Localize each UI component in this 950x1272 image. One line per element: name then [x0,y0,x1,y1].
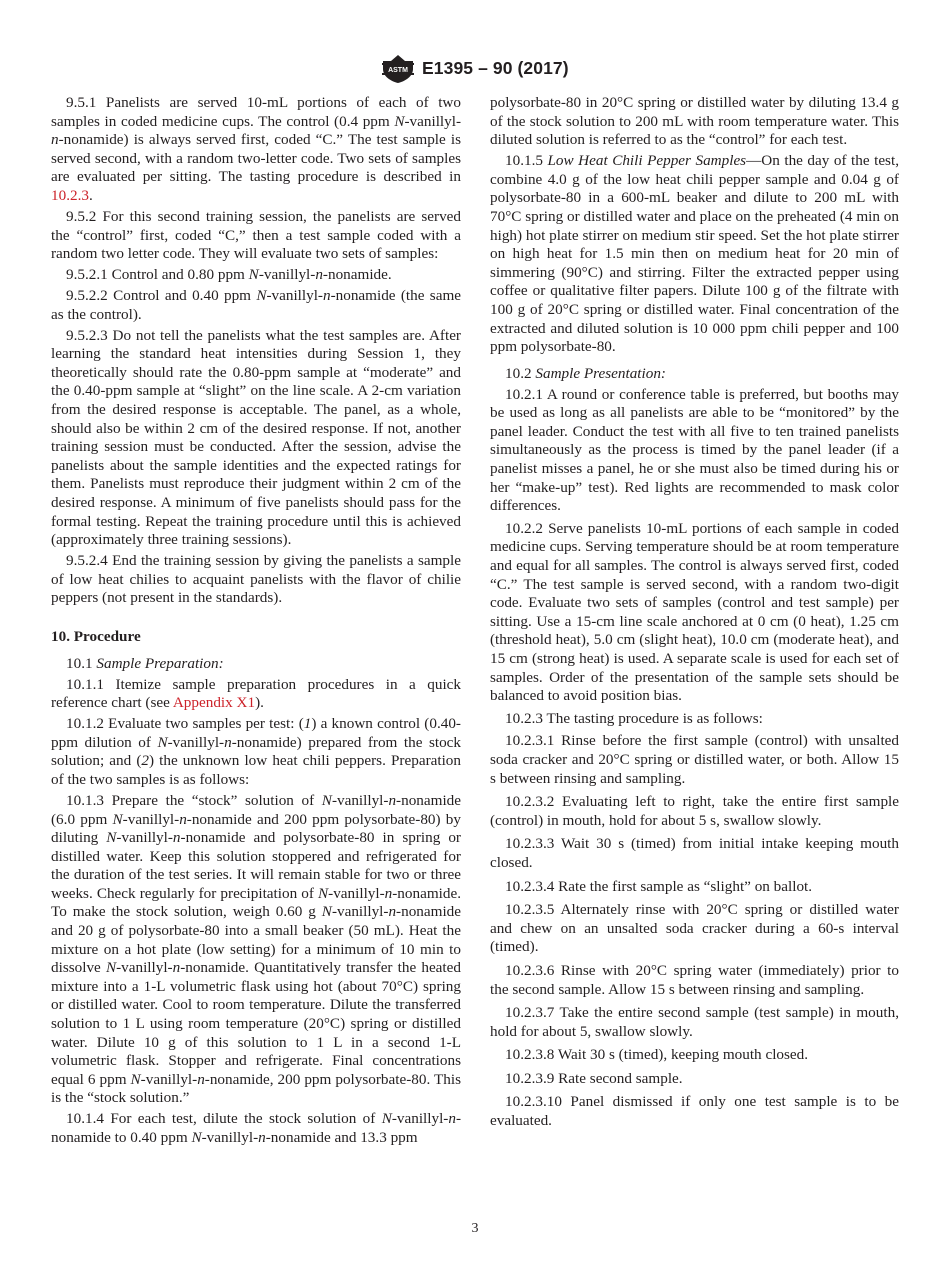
link-appendix-x1[interactable]: Appendix X1 [172,694,256,712]
para-10-2-3-3: 10.2.3.3 Wait 30 s (timed) from initial intake keeping mouth closed. [490,835,899,871]
para-10-2-3-8: 10.2.3.8 Wait 30 s (timed), keeping mouth closed. [505,1046,809,1064]
para-10-1-3: 10.1.3 Prepare the “stock” solution of N-vanillyl-n-nonamide (6.0 ppm N-vanillyl-n-nonamide and 200 ppm polysorbate-80) by diluting N-vanillyl-n-nonamide and polysorbate-80 in spring or distilled water. Keep this solution stoppered and refrigerated for the duration of the test series. It will remain stable for two or three weeks. Check regularly for precipitation of N-vanillyl-n-nonamide. To make the stock solution, weigh 0.60 g N-vanillyl-n-nonamide and 20 g of polysorbate-80 into a small beaker (50 mL). Heat the mixture on a hot plate (low setting) for a minimum of 10 min to dissolve N-vanillyl-n-nonamide. Quantitatively transfer the heated mixture into a 1-L volumetric flask using hot (about 70°C) spring or distilled water. Cool to room temperature. Dilute the transferred solution to 1 L using room temperature (20°C) spring or distilled water. Dilute 10 g of this solution to 1 L in a second 1-L volumetric flask. Stopper and refrigerate. Final concentrations equal 6 ppm N-vanillyl-n-nonamide, 200 ppm polysorbate-80. This is the “stock solution.” [51,791,461,1107]
para-10-2-3-5: 10.2.3.5 Alternately rinse with 20°C spring or distilled water and chew on an unsalted soda cracker during a 60-s interval (timed). [490,901,899,956]
para-10-1-4: 10.1.4 For each test, dilute the stock solution of N-vanillyl-n-nonamide to 0.40 ppm N-vanillyl-n-nonamide and 13.3 ppm [51,1110,461,1146]
para-10-2-3-6: 10.2.3.6 Rinse with 20°C spring water (immediately) prior to the second sample. Allow 15 s between rinsing and sampling. [490,961,899,998]
para-10-2-3: 10.2.3 The tasting procedure is as follows: [505,709,763,727]
para-10-1-5: 10.1.5 Low Heat Chili Pepper Samples—On the day of the test, combine 4.0 g of the low heat chili pepper sample and 0.04 g of polysorbate-80 in a 600-mL beaker and dilute to 200 mL with 70°C spring or distilled water and place on the preheated (4 min on high) hot plate stirrer on medium stir speed. Set the hot plate stirrer on high heat for 1.5 min then on medium heat for 20 min of simmering (90°C) and stirring. Filter the extracted pepper using coffee or qualitative filter papers. Dilute 100 g of the filtrate with 100 g of 20°C spring or distilled water. Final concentration of the extracted and diluted solution is 10 000 ppm chili pepper and 100 ppm polysorbate-80. [490,152,899,356]
para-10-2-3-7: 10.2.3.7 Take the entire second sample (test sample) in mouth, hold for about 5, swallow slowly. [490,1004,899,1040]
para-9-5-2: 9.5.2 For this second training session, the panelists are served the “control” first, coded “C,” then a test sample coded with a random two letter code. They will evaluate two sets of samples: [51,207,461,263]
para-10-2-1: 10.2.1 A round or conference table is preferred, but booths may be used as long as all panelists are able to be “monitored” by the panel leader. Conduct the test with all five to ten trained panelists simultaneously as the process is timed by the panel leader (if a panelist misses a panel, he or she must also be timed during his or her “make-up” test). Red lights are recommended to mask color differences. [490,385,899,515]
right-column [490,94,899,1136]
section-heading-procedure: 10. Procedure [51,627,141,645]
para-10-1-1: 10.1.1 Itemize sample preparation procedures in a quick reference chart (see Appendix X1). [51,675,461,712]
para-9-5-2-1: 9.5.2.1 Control and 0.80 ppm N-vanillyl-n-nonamide. [66,266,392,284]
para-10-2-3-2: 10.2.3.2 Evaluating left to right, take the entire first sample (control) in mouth, hold for about 5 s, swallow slowly. [490,793,899,829]
para-9-5-1: 9.5.1 Panelists are served 10-mL portions of each of two samples in coded medicine cups. The control (0.4 ppm N-vanillyl-n-nonamide) is always served first, coded “C.” The test sample is served second, with a random two-letter code. Two sets of samples are evaluated per sitting. The tasting procedure is described in 10.2.3. [51,94,461,204]
para-10-1-2: 10.1.2 Evaluate two samples per test: (1) a known control (0.40-ppm dilution of N-vanillyl-n-nonamide) prepared from the stock solution; and (2) the unknown low heat chili peppers. Preparation of the two samples is as follows: [51,715,462,788]
left-column [51,94,461,1150]
para-10-1-4-continued: polysorbate-80 in 20°C spring or distilled water by diluting 13.4 g of the stock solution to 200 mL with room temperature water. This diluted solution is referred to as the “control” for each test. [490,94,899,149]
para-10-2: 10.2 Sample Presentation: [505,364,666,382]
link-10-2-3[interactable]: 10.2.3 [51,186,89,204]
astm-logo-icon [380,54,416,84]
document-id: E1395 – 90 (2017) [422,58,569,78]
para-10-2-3-1: 10.2.3.1 Rinse before the first sample (control) with unsalted soda cracker and 20°C spring or distilled water, or both. Allow 15 s between rinsing and sampling. [490,732,899,787]
para-10-2-3-9: 10.2.3.9 Rate second sample. [505,1069,683,1087]
para-9-5-2-4: 9.5.2.4 End the training session by giving the panelists a sample of low heat chilies to acquaint panelists with the flavor of chilie peppers (not present in the standards). [51,552,461,607]
para-9-5-2-2: 9.5.2.2 Control and 0.40 ppm N-vanillyl-n-nonamide (the same as the control). [51,287,461,323]
para-10-1: 10.1 Sample Preparation: [66,654,224,672]
page-number: 3 [471,1221,479,1236]
svg-text:ASTM: ASTM [388,67,408,74]
para-10-2-3-4: 10.2.3.4 Rate the first sample as “slight” on ballot. [505,877,813,895]
para-10-2-3-10: 10.2.3.10 Panel dismissed if only one test sample is to be evaluated. [490,1093,899,1130]
page-header [0,54,950,84]
para-9-5-2-3: 9.5.2.3 Do not tell the panelists what the test samples are. After learning the standard heat intensities during Session 1, they theoretically should rate the 0.80-ppm sample at “moderate” and the 0.40-ppm sample at “slight” on the line scale. A 2-cm variation from the desired response is acceptable. The panel, as a whole, should also be within 2 cm of the desired response. If not, another training session must be conducted. After the session, advise the panelists about the sample identities and the expected ratings for them. Panelists must reproduce their judgment within 2 cm of the desired response. A minimum of five panelists should pass for the formal testing. Repeat the training procedure until this is achieved (approximately three training sessions). [51,326,461,549]
para-10-2-2: 10.2.2 Serve panelists 10-mL portions of each sample in coded medicine cups. Serving temperature should be at room temperature and equal for all samples. The control is always served first, coded “C.” The test sample is served second, with a random two-digit code. Evaluate two sets of samples (control and test sample) per sitting. Use a 15-cm line scale anchored at 0 cm (0 heat), 1.25 cm (threshold heat), 5.0 cm (slight heat), 10.0 cm (moderate heat), and 15 cm (strong heat) is used. A separate scale is used for each set of samples. Order of the presentation of the sample sets should be balanced to avoid position bias. [490,519,899,705]
